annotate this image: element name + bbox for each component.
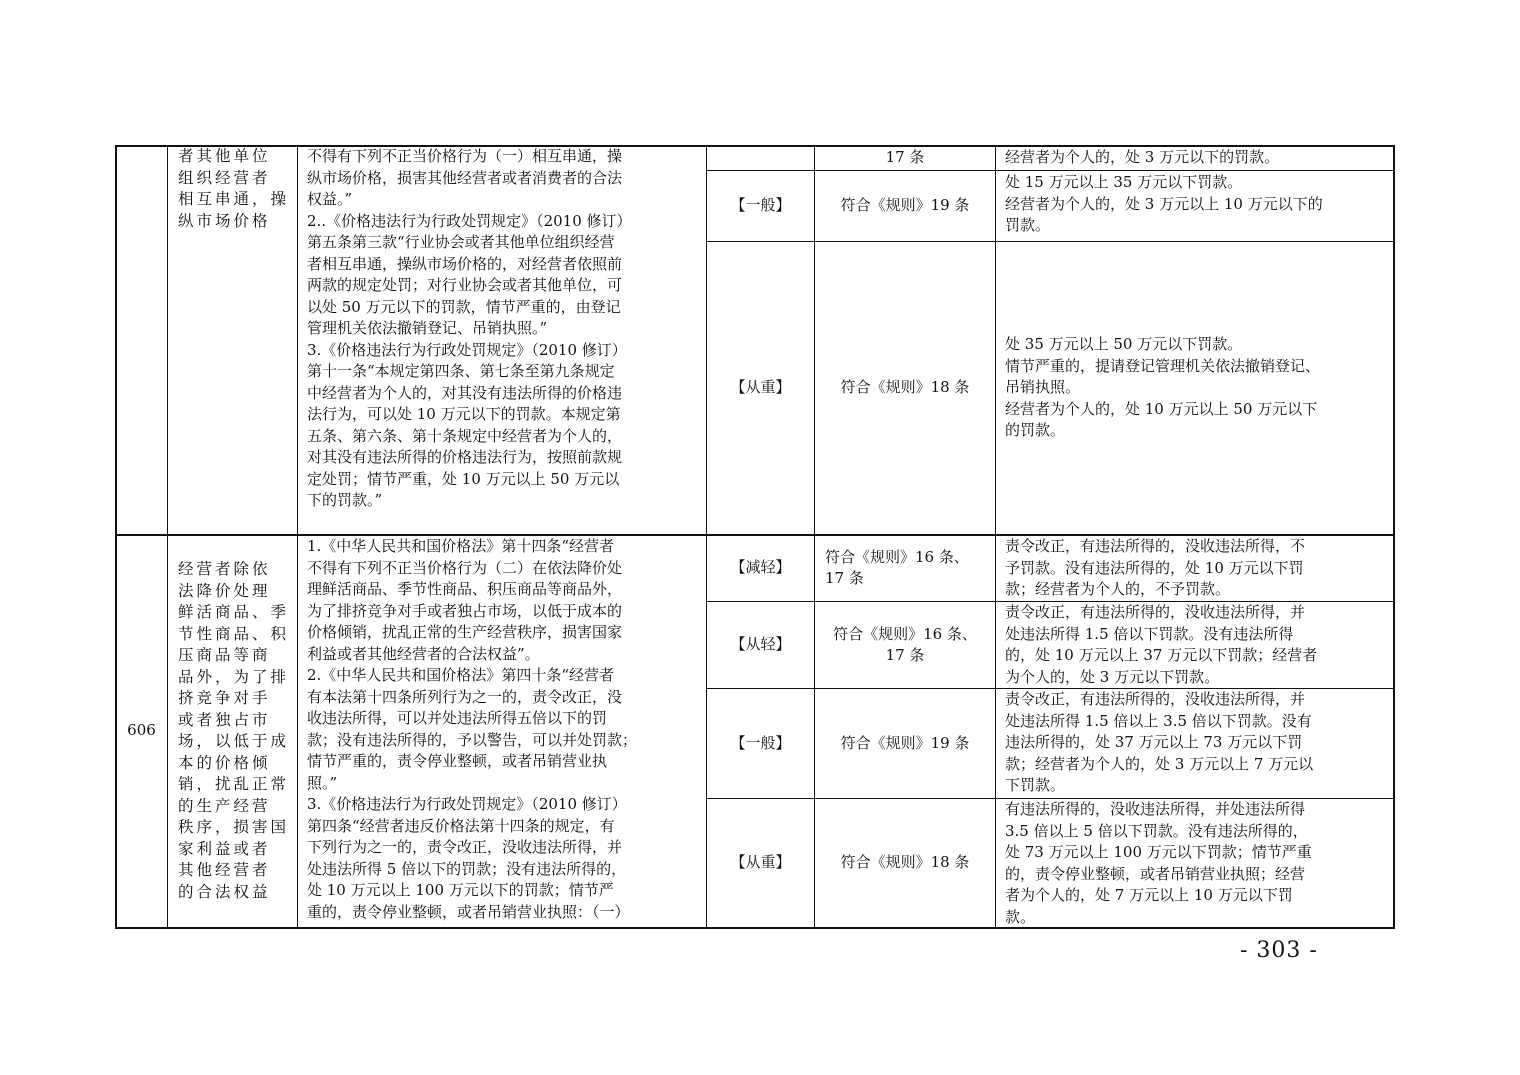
row2-condition-1: 符合《规则》16 条、 17 条 — [825, 547, 969, 587]
row1-level-3: 【从重】 — [730, 378, 791, 397]
row2-standard-4: 有违法所得的，没收违法所得，并处违法所得 3.5 倍以上 5 倍以下罚款。没有违法所得的， 处 73 万元以上 100 万元以下罚款；情节严重 的，责令停业整顿，或者吊销营业执照；经营 者为个人的，处 7 万元以上 10 万元以下罚 款。 — [1005, 800, 1312, 926]
row2-level-1: 【减轻】 — [730, 558, 791, 577]
row1-number — [116, 146, 167, 534]
page-number: - 303 - — [1240, 938, 1318, 963]
row2-standard-1: 责令改正，有违法所得的，没收违法所得，不 予罚款。没有违法所得的，处 10 万元以下罚 款；经营者为个人的，不予罚款。 — [1005, 537, 1306, 598]
row2-condition-2: 符合《规则》16 条、 17 条 — [833, 624, 977, 664]
row1-standard-2: 处 15 万元以上 35 万元以下罚款。 经营者为个人的，处 3 万元以上 10 万元以下的 罚款。 — [1005, 173, 1323, 234]
row2-number: 606 — [127, 721, 156, 740]
row2-condition-4: 符合《规则》18 条 — [840, 853, 970, 872]
row2-level-2: 【从轻】 — [730, 635, 791, 654]
row1-level-2: 【一般】 — [730, 196, 791, 215]
table-col-divider — [995, 145, 996, 928]
table-border-right — [1393, 145, 1395, 928]
row1-condition-1: 17 条 — [885, 148, 925, 167]
row1-item: 者其他单位 组织经营者 相互串通，操 纵市场价格 — [178, 147, 290, 230]
row1-level-1 — [707, 146, 814, 170]
row1-condition-3: 符合《规则》18 条 — [840, 378, 970, 397]
row2-standard-2: 责令改正，有违法所得的，没收违法所得，并 处违法所得 1.5 倍以下罚款。没有违法所得 的，处 10 万元以上 37 万元以下罚款；经营者 为个人的，处 3 万元以下罚款。 — [1005, 603, 1318, 686]
table-col-divider — [297, 145, 298, 928]
row2-condition-3: 符合《规则》19 条 — [840, 733, 970, 752]
row2-standard-3: 责令改正，有违法所得的，没收违法所得，并 处违法所得 1.5 倍以上 3.5 倍以下罚款。没有 违法所得的，处 37 万元以上 73 万元以下罚 款；经营者为个人的，处 3 万元以上 7 万元以 下罚款。 — [1005, 690, 1314, 794]
row2-basis: 1.《中华人民共和国价格法》第十四条“经营者 不得有下列不正当价格行为（二）在依法降价处 理鲜活商品、季节性商品、积压商品等商品外， 为了排挤竞争对手或者独占市场，以低于成本的 价格倾销，扰乱正常的生产经营秩序，损害国家 利益或者其他经营者的合法权益”。 2.《中华人民共和国价格法》第四十条“经营者 有本法第十四条所列行为之一的，责令改正，没 收违法所得，可以并处违法所得五倍以下的罚 款；没有违法所得的，予以警告，可以并处罚款； 情节严重的，责令停业整顿，或者吊销营业执 照。” 3.《价格违法行为行政处罚规定》（2010 修订） 第四条“经营者违反价格法第十四条的规定，有 下列行为之一的，责令改正，没收违法所得，并 处违法所得 5 倍以下的罚款；没有违法所得的， 处 10 万元以上 100 万元以下的罚款；情节严 重的，责令停业整顿，或者吊销营业执照：（一） — [307, 537, 638, 921]
row2-level-4: 【从重】 — [730, 853, 791, 872]
row2-item: 经营者除依 法降价处理 鲜活商品、季 节性商品、积 压商品等商 品外，为了排 挤竞争对手 或者独占市 场，以低于成 本的价格倾 销，扰乱正常 的生产经营 秩序，损害国 家利益或者 其他经营者 的合法权益 — [178, 560, 290, 901]
row2-level-3: 【一般】 — [730, 733, 791, 752]
row1-standard-3: 处 35 万元以上 50 万元以下罚款。 情节严重的，提请登记管理机关依法撤销登记、 吊销执照。 经营者为个人的，处 10 万元以上 50 万元以下 的罚款。 — [1005, 335, 1321, 440]
table-col-divider — [167, 145, 168, 928]
row1-condition-2: 符合《规则》19 条 — [840, 196, 970, 215]
row1-standard-1: 经营者为个人的，处 3 万元以下的罚款。 — [1005, 148, 1280, 166]
row1-basis: 不得有下列不正当价格行为（一）相互串通，操 纵市场价格，损害其他经营者或者消费者的合法 权益。” 2..《价格违法行为行政处罚规定》（2010 修订） 第五条第三款“行业协会或者其他单位组织经营 者相互串通，操纵市场价格的，对经营者依照前 两款的规定处罚；对行业协会或者其他单位，可 以处 50 万元以下的罚款，情节严重的，由登记 管理机关依法撤销登记、吊销执照。” 3.《价格违法行为行政处罚规定》（2010 修订） 第十一条“本规定第四条、第七条至第九条规定 中经营者为个人的，对其没有违法所得的价格违 法行为，可以处 10 万元以下的罚款。本规定第 五条、第六条、第十条规定中经营者为个人的， 对其没有违法所得的价格违法行为，按照前款规 定处罚；情节严重，处 10 万元以上 50 万元以 下的罚款。” — [307, 147, 632, 509]
